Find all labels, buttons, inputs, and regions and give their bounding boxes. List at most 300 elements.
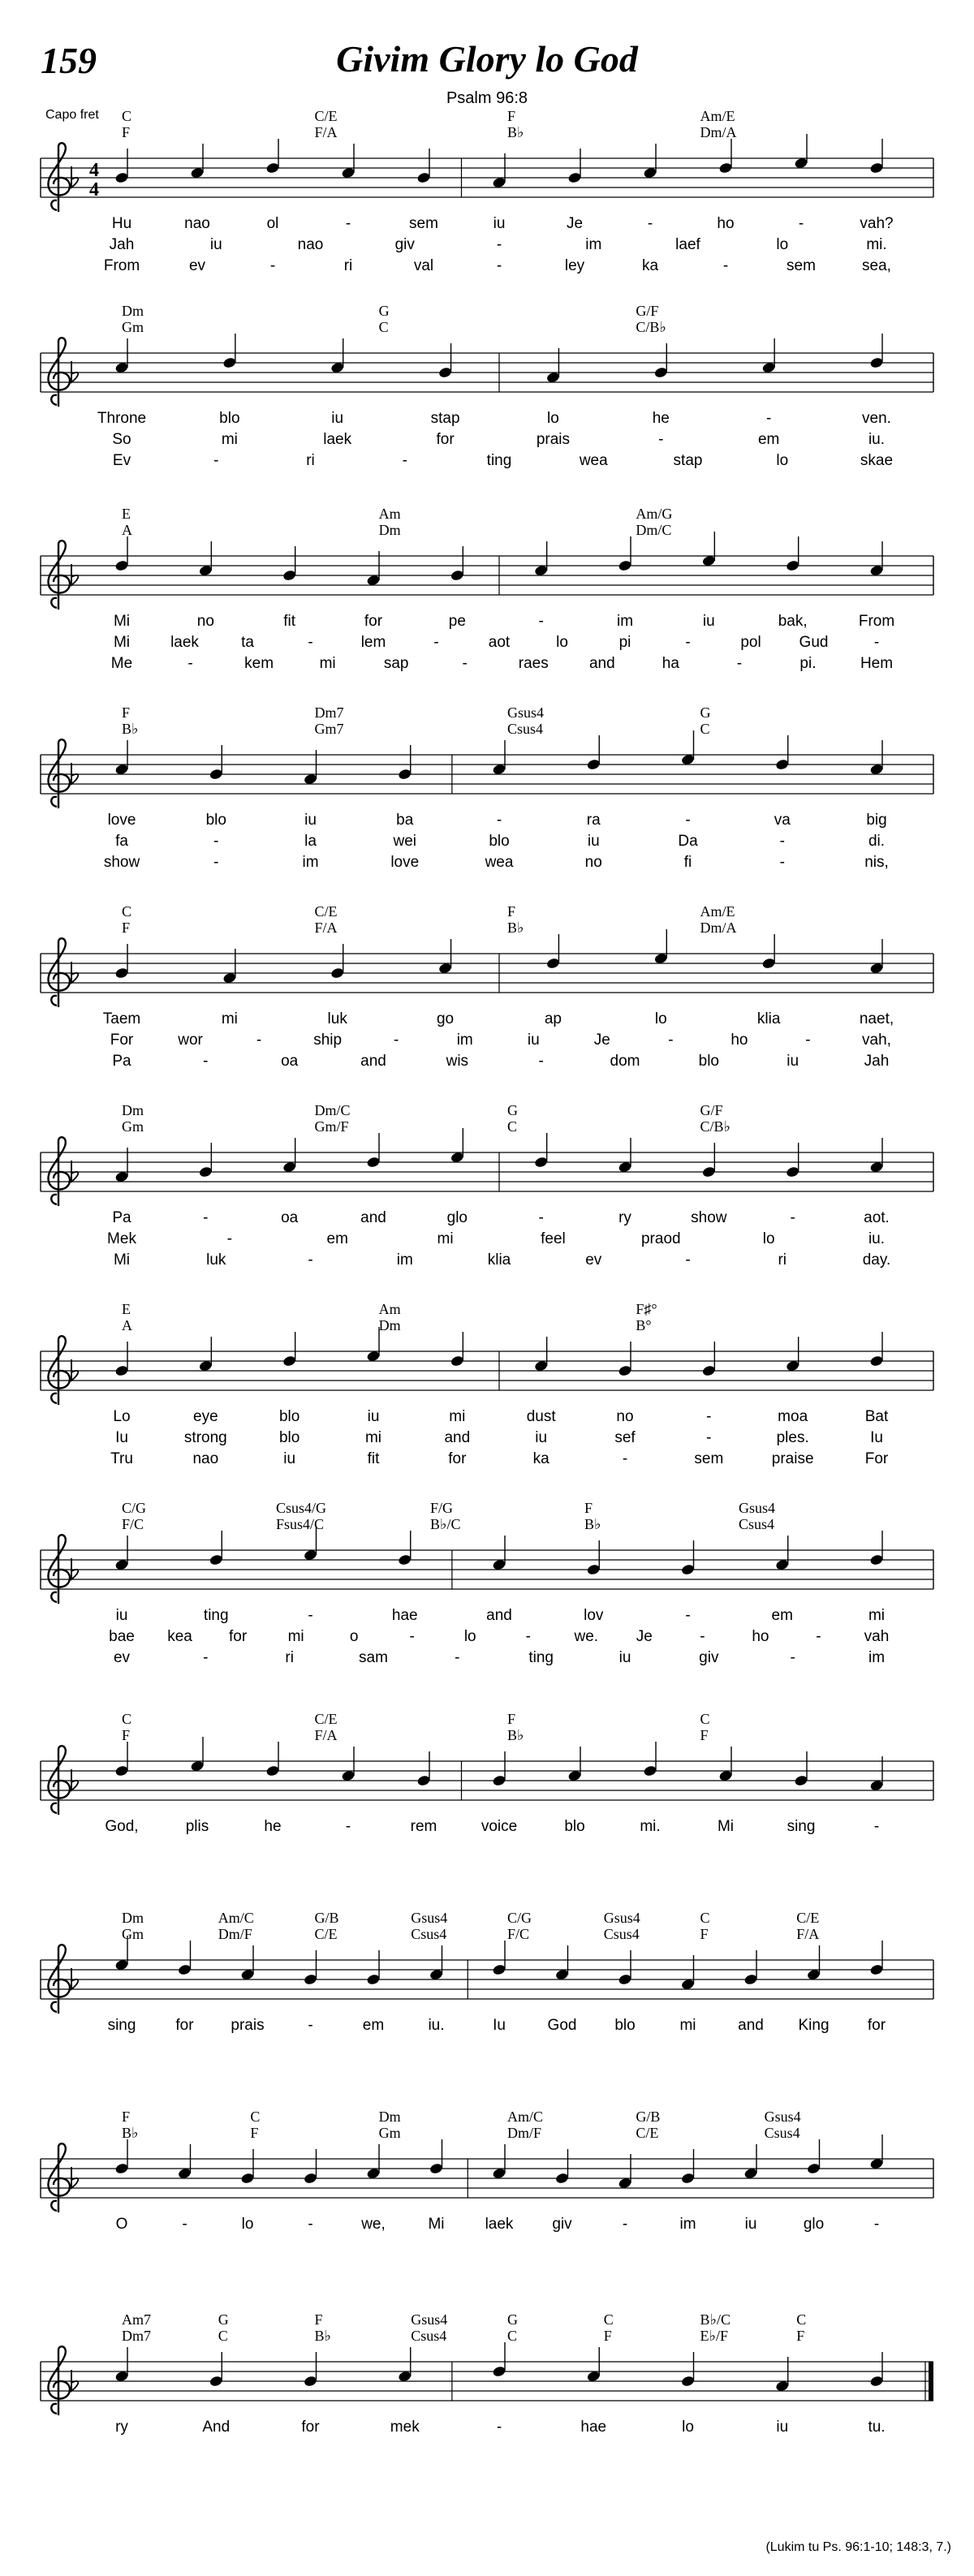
lyric-syllable: iu bbox=[115, 1607, 128, 1624]
staff bbox=[0, 110, 974, 223]
chord-symbol-bottom: Gm bbox=[122, 319, 144, 335]
note-head bbox=[438, 366, 453, 378]
lyric-syllable: Da bbox=[678, 833, 698, 850]
lyric-syllable: O bbox=[115, 2216, 128, 2233]
chord-symbol-top: C bbox=[700, 1711, 710, 1727]
lyric-syllable: mi. bbox=[640, 1818, 661, 1835]
lyric-syllable: sing bbox=[107, 2017, 136, 2034]
chord-symbol-bottom: F bbox=[122, 920, 131, 936]
lyric-syllable: - bbox=[706, 1429, 712, 1446]
note-head bbox=[555, 2172, 570, 2184]
lyric-syllable: nao bbox=[192, 1450, 219, 1467]
lyric-syllable: wea bbox=[485, 854, 514, 871]
lyric-syllable: Mek bbox=[107, 1230, 136, 1247]
lyric-syllable: - bbox=[256, 1032, 262, 1049]
lyric-syllable: day. bbox=[862, 1251, 891, 1269]
lyric-syllable: aot. bbox=[864, 1209, 890, 1226]
lyric-syllable: Bat bbox=[864, 1408, 889, 1425]
note-head bbox=[869, 2375, 884, 2387]
lyric-syllable: sam bbox=[359, 1649, 388, 1666]
note-head bbox=[869, 162, 884, 174]
chord-symbol-top: G/B bbox=[636, 2109, 661, 2125]
lyric-syllable: - bbox=[462, 655, 468, 672]
chord-symbol-bottom: F bbox=[250, 2125, 259, 2141]
lyric-syllable: - bbox=[779, 833, 785, 850]
chord-symbol-top: E bbox=[122, 1301, 131, 1317]
flat-icon bbox=[71, 361, 78, 382]
lyric-syllable: fa bbox=[115, 833, 128, 850]
lyric-syllable: and bbox=[588, 655, 615, 672]
lyric-syllable: love bbox=[107, 812, 136, 829]
chord-symbol-top: F bbox=[122, 704, 131, 721]
lyric-syllable: dust bbox=[526, 1408, 556, 1425]
lyric-syllable: iu. bbox=[428, 2017, 445, 2034]
lyric-syllable: sem bbox=[787, 257, 816, 274]
lyric-syllable: and bbox=[444, 1429, 471, 1446]
chord-symbol-bottom: Gm bbox=[122, 1118, 144, 1135]
lyric-syllable: - bbox=[308, 634, 313, 651]
chord-symbol-top: C/E bbox=[796, 1910, 820, 1926]
lyric-syllable: pi. bbox=[799, 655, 817, 672]
note-head bbox=[794, 1774, 808, 1786]
chord-symbol-bottom: Csus4 bbox=[603, 1926, 640, 1942]
lyric-syllable: - bbox=[226, 1230, 233, 1247]
lyric-syllable: val bbox=[413, 257, 434, 274]
lyric-syllable: ry bbox=[618, 1209, 631, 1226]
note-head bbox=[114, 2162, 129, 2174]
lyric-syllable: ol bbox=[266, 215, 279, 232]
note-head bbox=[701, 1165, 716, 1178]
chord-symbol-bottom: Csus4 bbox=[764, 2125, 800, 2141]
chord-symbol-top: F bbox=[507, 108, 516, 124]
lyric-syllable: sap bbox=[383, 655, 409, 672]
chord-symbol-bottom: A bbox=[122, 1317, 132, 1333]
chord-symbol-top: C/E bbox=[314, 1711, 338, 1727]
note-head bbox=[586, 1563, 601, 1575]
chord-symbol-top: G bbox=[700, 704, 711, 721]
lyric-syllable: big bbox=[866, 812, 887, 829]
lyric-syllable: sea, bbox=[862, 257, 891, 274]
lyric-syllable: and bbox=[360, 1053, 386, 1070]
music-system bbox=[0, 1712, 974, 1932]
lyric-syllable: - bbox=[409, 1628, 415, 1645]
chord-symbol-top: Dm bbox=[378, 2109, 401, 2125]
chord-symbol-bottom: E♭/F bbox=[700, 2328, 728, 2344]
chord-symbol-bottom: Csus4 bbox=[507, 721, 544, 737]
time-signature-bottom: 4 bbox=[89, 179, 99, 200]
lyric-syllable: Taem bbox=[102, 1010, 141, 1027]
staff bbox=[0, 1303, 974, 1416]
lyric-syllable: - bbox=[455, 1649, 460, 1666]
lyric-syllable: Iu bbox=[115, 1429, 128, 1446]
note-head bbox=[567, 171, 582, 183]
chord-symbol-top: Am/E bbox=[700, 108, 735, 124]
note-head bbox=[330, 967, 345, 979]
lyric-syllable: feel bbox=[541, 1230, 566, 1247]
lyric-syllable: nao bbox=[297, 236, 324, 253]
lyric-syllable: ra bbox=[586, 812, 601, 829]
lyric-syllable: - bbox=[402, 452, 407, 469]
lyric-syllable: ka bbox=[641, 257, 659, 274]
lyric-syllable: hae bbox=[580, 2419, 607, 2436]
lyric-syllable: - bbox=[805, 1032, 811, 1049]
lyric-syllable: Ev bbox=[112, 452, 131, 469]
lyric-syllable: di. bbox=[868, 833, 886, 850]
lyric-syllable: iu bbox=[493, 215, 506, 232]
chord-symbol-top: Gsus4 bbox=[603, 1910, 640, 1926]
lyric-syllable: mi bbox=[437, 1230, 454, 1247]
lyric-syllable: oa bbox=[281, 1053, 299, 1070]
lyric-syllable: rem bbox=[410, 1818, 437, 1835]
lyric-syllable: - bbox=[685, 812, 691, 829]
lyric-syllable: lem bbox=[360, 634, 386, 651]
chord-symbol-bottom: C/B♭ bbox=[700, 1118, 731, 1135]
note-head bbox=[416, 1774, 431, 1786]
chord-symbol-top: G bbox=[507, 2311, 518, 2328]
lyric-syllable: And bbox=[202, 2419, 231, 2436]
lyric-syllable: Me bbox=[110, 655, 133, 672]
chord-symbol-bottom: A bbox=[122, 522, 132, 538]
lyric-syllable: lov bbox=[584, 1607, 604, 1624]
lyric-syllable: - bbox=[433, 634, 439, 651]
lyric-syllable: - bbox=[269, 257, 276, 274]
lyric-syllable: - bbox=[700, 1628, 705, 1645]
lyric-syllable: show bbox=[691, 1209, 727, 1226]
lyric-syllable: ka bbox=[532, 1450, 549, 1467]
lyric-syllable: laek bbox=[170, 634, 199, 651]
lyric-syllable: moa bbox=[778, 1408, 808, 1425]
lyric-syllable: Lo bbox=[113, 1408, 131, 1425]
lyric-syllable: iu bbox=[776, 2419, 789, 2436]
note-head bbox=[586, 758, 601, 770]
lyric-syllable: he bbox=[264, 1818, 282, 1835]
lyric-syllable: - bbox=[658, 431, 664, 448]
lyric-syllable: tu. bbox=[868, 2419, 886, 2436]
lyric-syllable: prais bbox=[536, 431, 571, 448]
chord-symbol-bottom: Gm7 bbox=[314, 721, 344, 737]
chord-symbol-top: F♯° bbox=[636, 1301, 657, 1317]
lyric-syllable: - bbox=[308, 2216, 313, 2233]
lyric-syllable: Pa bbox=[112, 1053, 131, 1070]
lyric-syllable: - bbox=[496, 236, 502, 253]
music-system bbox=[0, 304, 974, 523]
lyric-syllable: for bbox=[228, 1628, 248, 1645]
lyric-syllable: love bbox=[390, 854, 420, 871]
lyric-syllable: im bbox=[616, 613, 634, 630]
music-system bbox=[0, 706, 974, 925]
lyric-syllable: - bbox=[187, 655, 193, 672]
chord-symbol-bottom: B♭ bbox=[507, 920, 524, 936]
chord-symbol-bottom: B♭ bbox=[122, 721, 139, 737]
lyric-syllable: ev bbox=[113, 1649, 131, 1666]
lyric-syllable: pol bbox=[740, 634, 761, 651]
lyric-syllable: blo bbox=[205, 812, 226, 829]
chord-symbol-bottom: C/B♭ bbox=[636, 319, 666, 335]
lyric-syllable: lo bbox=[776, 452, 789, 469]
staff bbox=[0, 2110, 974, 2224]
lyric-syllable: kea bbox=[167, 1628, 192, 1645]
chord-symbol-top: F bbox=[584, 1500, 593, 1516]
note-head bbox=[681, 2375, 696, 2387]
lyric-syllable: lo bbox=[762, 1230, 775, 1247]
lyric-syllable: ting bbox=[486, 452, 512, 469]
chord-symbol-bottom: Dm/A bbox=[700, 124, 737, 140]
lyric-syllable: for bbox=[364, 613, 383, 630]
lyric-syllable: ho bbox=[730, 1032, 748, 1049]
lyric-syllable: Tru bbox=[110, 1450, 133, 1467]
lyric-syllable: King bbox=[798, 2017, 830, 2034]
lyric-syllable: fit bbox=[283, 613, 296, 630]
lyric-syllable: - bbox=[790, 1649, 795, 1666]
lyric-syllable: blo bbox=[614, 2017, 636, 2034]
chord-symbol-bottom: F bbox=[122, 1727, 131, 1743]
lyric-syllable: giv bbox=[552, 2216, 572, 2233]
chord-symbol-bottom: B♭/C bbox=[430, 1516, 461, 1532]
staff bbox=[0, 507, 974, 621]
note-head bbox=[209, 1553, 223, 1566]
lyric-syllable: ba bbox=[396, 812, 414, 829]
lyric-syllable: em bbox=[757, 431, 780, 448]
lyric-syllable: dom bbox=[610, 1053, 640, 1070]
chord-symbol-top: C bbox=[700, 1910, 710, 1926]
chord-symbol-top: G bbox=[378, 303, 390, 319]
lyric-syllable: go bbox=[436, 1010, 455, 1027]
chord-symbol-top: G bbox=[507, 1102, 518, 1118]
lyric-syllable: blo bbox=[219, 410, 240, 427]
lyric-syllable: wea bbox=[579, 452, 608, 469]
lyric-syllable: im bbox=[396, 1251, 413, 1269]
chord-symbol-top: Am bbox=[378, 1301, 401, 1317]
lyric-syllable: For bbox=[864, 1450, 889, 1467]
lyric-syllable: - bbox=[538, 1209, 544, 1226]
note-head bbox=[743, 1973, 758, 1985]
chord-symbol-top: Dm bbox=[122, 303, 144, 319]
staff bbox=[0, 1104, 974, 1217]
lyric-syllable: lo bbox=[463, 1628, 476, 1645]
lyric-syllable: praise bbox=[771, 1450, 814, 1467]
lyric-syllable: From bbox=[858, 613, 895, 630]
chord-symbol-top: G/B bbox=[314, 1910, 339, 1926]
lyric-syllable: - bbox=[622, 2216, 628, 2233]
flat-icon bbox=[71, 1769, 78, 1790]
flat-icon bbox=[71, 1359, 78, 1381]
chord-symbol-bottom: F/A bbox=[314, 124, 338, 140]
lyric-syllable: nao bbox=[184, 215, 210, 232]
note-head bbox=[869, 1553, 884, 1566]
note-head bbox=[807, 2162, 821, 2174]
lyric-syllable: - bbox=[308, 1251, 313, 1269]
hymn-number: 159 bbox=[41, 40, 97, 81]
lyric-syllable: - bbox=[685, 1251, 691, 1269]
lyric-syllable: lo bbox=[241, 2216, 254, 2233]
chord-symbol-top: B♭/C bbox=[700, 2311, 731, 2328]
lyric-syllable: - bbox=[706, 1408, 712, 1425]
chord-symbol-bottom: B♭ bbox=[314, 2328, 331, 2344]
lyric-syllable: mi bbox=[449, 1408, 466, 1425]
lyric-syllable: - bbox=[203, 1649, 209, 1666]
note-head bbox=[869, 1355, 884, 1367]
lyric-syllable: im bbox=[679, 2216, 696, 2233]
lyric-syllable: - bbox=[394, 1032, 399, 1049]
lyric-syllable: va bbox=[774, 812, 791, 829]
lyric-syllable: Je bbox=[636, 1628, 653, 1645]
lyric-syllable: - bbox=[496, 812, 502, 829]
staff bbox=[0, 1712, 974, 1826]
note-head bbox=[492, 2365, 506, 2377]
music-system bbox=[0, 1104, 974, 1323]
lyric-syllable: Mi bbox=[113, 613, 131, 630]
lyric-syllable: - bbox=[525, 1628, 531, 1645]
lyric-syllable: - bbox=[203, 1053, 209, 1070]
chord-symbol-bottom: Fsus4/C bbox=[276, 1516, 325, 1532]
lyric-syllable: hae bbox=[391, 1607, 418, 1624]
lyric-syllable: ry bbox=[115, 2419, 128, 2436]
lyric-syllable: laek bbox=[323, 431, 352, 448]
note-head bbox=[209, 768, 223, 780]
chord-symbol-bottom: C/E bbox=[636, 2125, 659, 2141]
note-head bbox=[618, 1364, 632, 1376]
lyric-syllable: im bbox=[302, 854, 319, 871]
music-system bbox=[0, 2313, 974, 2532]
lyric-syllable: ples. bbox=[776, 1429, 809, 1446]
lyric-syllable: - bbox=[622, 1450, 628, 1467]
note-head bbox=[618, 1973, 632, 1985]
note-head bbox=[366, 1156, 381, 1168]
lyric-syllable: - bbox=[873, 1818, 880, 1835]
flat-icon bbox=[71, 564, 78, 585]
lyric-syllable: fit bbox=[367, 1450, 380, 1467]
lyric-syllable: laef bbox=[675, 236, 700, 253]
lyric-syllable: ley bbox=[564, 257, 585, 274]
lyric-syllable: sem bbox=[409, 215, 438, 232]
note-head bbox=[114, 967, 129, 979]
chord-symbol-top: G/F bbox=[636, 303, 659, 319]
lyric-syllable: - bbox=[685, 1607, 691, 1624]
lyric-syllable: iu bbox=[367, 1408, 380, 1425]
lyric-syllable: iu bbox=[702, 613, 715, 630]
lyric-syllable: bae bbox=[109, 1628, 135, 1645]
chord-symbol-bottom: F bbox=[122, 124, 131, 140]
capo-note: Capo fret bbox=[45, 108, 99, 122]
lyric-syllable: mi bbox=[221, 1010, 238, 1027]
chord-symbol-bottom: B♭ bbox=[507, 1727, 524, 1743]
scripture-reference: Psalm 96:8 bbox=[446, 89, 528, 107]
lyric-syllable: Mi bbox=[428, 2216, 445, 2233]
lyric-syllable: Throne bbox=[97, 410, 147, 427]
music-system bbox=[0, 2110, 974, 2329]
chord-symbol-top: Gsus4 bbox=[764, 2109, 801, 2125]
lyric-syllable: im bbox=[868, 1649, 886, 1666]
lyric-syllable: em bbox=[326, 1230, 348, 1247]
lyric-syllable: stap bbox=[673, 452, 703, 469]
note-head bbox=[209, 2375, 223, 2387]
lyric-syllable: iu bbox=[304, 812, 317, 829]
chord-symbol-top: Dm7 bbox=[314, 704, 344, 721]
lyric-syllable: prais bbox=[231, 2017, 265, 2034]
lyric-syllable: mek bbox=[390, 2419, 420, 2436]
lyric-syllable: and bbox=[360, 1209, 386, 1226]
lyric-syllable: iu bbox=[587, 833, 600, 850]
lyric-syllable: - bbox=[308, 2017, 313, 2034]
lyric-syllable: sef bbox=[614, 1429, 636, 1446]
note-head bbox=[643, 1764, 657, 1777]
lyric-syllable: skae bbox=[860, 452, 894, 469]
lyric-syllable: God bbox=[547, 2017, 577, 2034]
lyric-syllable: Mi bbox=[717, 1818, 735, 1835]
lyric-syllable: Iu bbox=[870, 1429, 883, 1446]
lyric-syllable: - bbox=[685, 634, 691, 651]
lyric-syllable: mi bbox=[679, 2017, 696, 2034]
note-head bbox=[786, 559, 800, 571]
lyric-syllable: - bbox=[345, 215, 351, 232]
lyric-syllable: mi bbox=[221, 431, 238, 448]
lyric-syllable: mi bbox=[868, 1607, 886, 1624]
lyric-syllable: plis bbox=[185, 1818, 209, 1835]
note-head bbox=[681, 1563, 696, 1575]
flat-icon bbox=[71, 2370, 78, 2391]
lyric-syllable: luk bbox=[327, 1010, 347, 1027]
chord-symbol-top: Csus4/G bbox=[276, 1500, 327, 1516]
lyric-syllable: - bbox=[213, 854, 219, 871]
lyric-syllable: naet, bbox=[859, 1010, 894, 1027]
note-head bbox=[618, 559, 632, 571]
lyric-syllable: for bbox=[301, 2419, 320, 2436]
note-head bbox=[282, 1355, 297, 1367]
chord-symbol-bottom: C bbox=[507, 2328, 518, 2344]
chord-symbol-bottom: B° bbox=[636, 1317, 652, 1333]
lyric-syllable: For bbox=[110, 1032, 134, 1049]
lyric-syllable: - bbox=[873, 634, 880, 651]
lyric-syllable: Je bbox=[566, 215, 584, 232]
lyric-syllable: stap bbox=[430, 410, 460, 427]
chord-symbol-top: C bbox=[122, 108, 132, 124]
lyric-syllable: sem bbox=[694, 1450, 724, 1467]
lyric-syllable: iu bbox=[331, 410, 344, 427]
note-head bbox=[398, 768, 412, 780]
lyric-syllable: God, bbox=[105, 1818, 139, 1835]
lyric-syllable: - bbox=[816, 1628, 821, 1645]
lyric-syllable: - bbox=[798, 215, 804, 232]
chord-symbol-bottom: Csus4 bbox=[411, 2328, 447, 2344]
lyric-syllable: iu bbox=[535, 1429, 548, 1446]
chord-symbol-top: Gsus4 bbox=[507, 704, 545, 721]
chord-symbol-bottom: Dm bbox=[378, 1317, 401, 1333]
lyric-syllable: - bbox=[213, 833, 219, 850]
lyric-syllable: klia bbox=[487, 1251, 511, 1269]
note-head bbox=[304, 2172, 318, 2184]
chord-symbol-top: C/G bbox=[507, 1910, 532, 1926]
chord-symbol-top: Gsus4 bbox=[739, 1500, 776, 1516]
lyric-syllable: giv bbox=[699, 1649, 719, 1666]
note-head bbox=[869, 1963, 884, 1975]
lyric-syllable: - bbox=[647, 215, 653, 232]
flat-icon bbox=[71, 1968, 78, 1989]
chord-symbol-bottom: F/C bbox=[507, 1926, 530, 1942]
lyric-syllable: - bbox=[538, 613, 544, 630]
lyric-syllable: mi bbox=[287, 1628, 304, 1645]
chord-symbol-top: Dm bbox=[122, 1102, 144, 1118]
chord-symbol-top: C bbox=[603, 2311, 614, 2328]
lyric-syllable: nis, bbox=[864, 854, 889, 871]
lyric-syllable: iu. bbox=[868, 1230, 886, 1247]
lyric-syllable: no bbox=[196, 613, 214, 630]
chord-symbol-bottom: F/A bbox=[796, 1926, 820, 1942]
lyric-syllable: - bbox=[496, 257, 502, 274]
chord-symbol-bottom: F bbox=[603, 2328, 612, 2344]
lyric-syllable: Je bbox=[593, 1032, 610, 1049]
chord-symbol-bottom: Dm/A bbox=[700, 920, 737, 936]
lyric-syllable: ri bbox=[285, 1649, 294, 1666]
